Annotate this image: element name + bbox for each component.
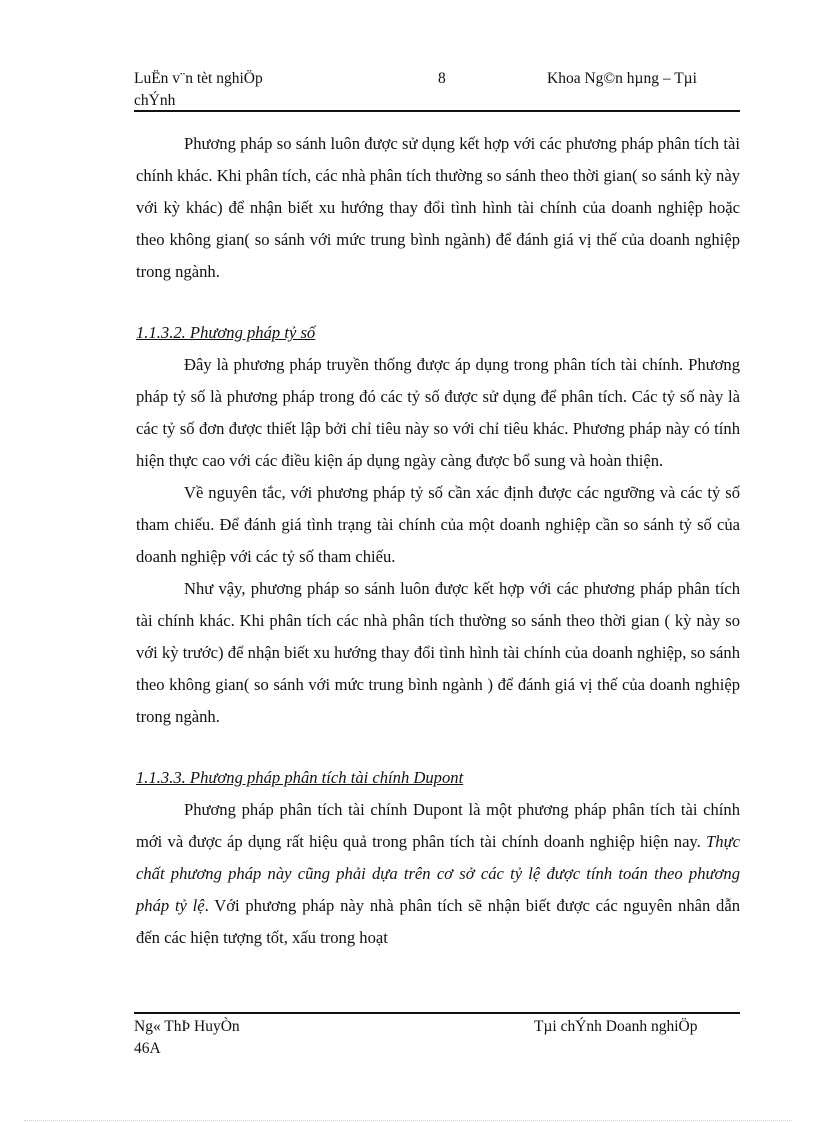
footer-department: Tµi chÝnh Doanh nghiÖp — [534, 1018, 698, 1035]
page-footer — [134, 1016, 740, 1060]
section-heading-dupont-method: 1.1.3.3. Phương pháp phân tích tài chính Dupont — [136, 768, 464, 787]
header-title-line2: chÝnh — [134, 92, 176, 109]
page-bottom-edge — [24, 1120, 792, 1121]
page-header — [134, 68, 740, 112]
paragraph-comparison: Phương pháp so sánh luôn được sử dụng kết hợp với các phương pháp phân tích tài chính khác. Khi phân tích, các nhà phân tích thường so sánh theo thời gian( so sánh kỳ này với kỳ khác) để nhận biết xu hướng thay đổi tình hình tài chính của doanh nghiệp hoặc theo không gian( so sánh với mức trung bình ngành) để đánh giá vị thế của doanh nghiệp trong ngành. — [136, 134, 740, 281]
footer-author — [134, 1016, 240, 1060]
paragraph-ratio-intro: Đây là phương pháp truyền thống được áp dụng trong phân tích tài chính. Phương pháp tỷ số là phương pháp trong đó các tỷ số được sử dụng để phân tích. Các tỷ số này là các tỷ số đơn được thiết lập bởi chỉ tiêu này so với chỉ tiêu khác. Phương pháp này có tính hiện thực cao với các điều kiện áp dụng ngày càng được bổ sung và hoàn thiện. — [136, 355, 740, 470]
header-thesis-title — [134, 68, 263, 112]
paragraph-dupont — [136, 794, 740, 954]
footer-author-name: Ng« ThÞ HuyÒn — [134, 1018, 240, 1035]
paragraph-ratio-principle: Về nguyên tắc, với phương pháp tỷ số cần xác định được các ngưỡng và các tỷ số tham chiếu. Để đánh giá tình trạng tài chính của một doanh nghiệp cần so sánh tỷ số của doanh nghiệp với các tỷ số tham chiếu. — [136, 483, 740, 566]
dupont-text-part1: Phương pháp phân tích tài chính Dupont là một phương pháp phân tích tài chính mới và được áp dụng rất hiệu quả trong phân tích tài chính doanh nghiệp hiện nay. — [136, 800, 740, 851]
page-number: 8 — [438, 70, 446, 87]
document-body — [136, 128, 740, 954]
dupont-text-part2: . Với phương pháp này nhà phân tích sẽ nhận biết được các nguyên nhân dẫn đến các hiện tượng tốt, xấu trong hoạt — [136, 896, 741, 947]
section-heading-ratio-method: 1.1.3.2. Phương pháp tỷ số — [136, 323, 316, 342]
dupont-text-italic: Thực chất phương pháp này cũng phải dựa trên cơ sở các tỷ lệ được tính toán theo phương pháp tỷ lệ — [136, 832, 740, 915]
footer-divider — [134, 1012, 740, 1014]
header-faculty: Khoa Ng©n hµng – Tµi — [547, 70, 697, 87]
header-title-line1: LuËn v¨n tèt nghiÖp — [134, 70, 263, 87]
header-divider — [134, 110, 740, 112]
paragraph-ratio-summary: Như vậy, phương pháp so sánh luôn được kết hợp với các phương pháp phân tích tài chính khác. Khi phân tích các nhà phân tích thường so sánh theo thời gian ( kỳ này so với kỳ trước) để nhận biết xu hướng thay đổi tình hình tài chính của doanh nghiệp, so sánh theo không gian( so sánh với mức trung bình ngành ) để đánh giá vị thế của doanh nghiệp trong ngành. — [136, 579, 740, 726]
footer-author-class: 46A — [134, 1040, 161, 1057]
